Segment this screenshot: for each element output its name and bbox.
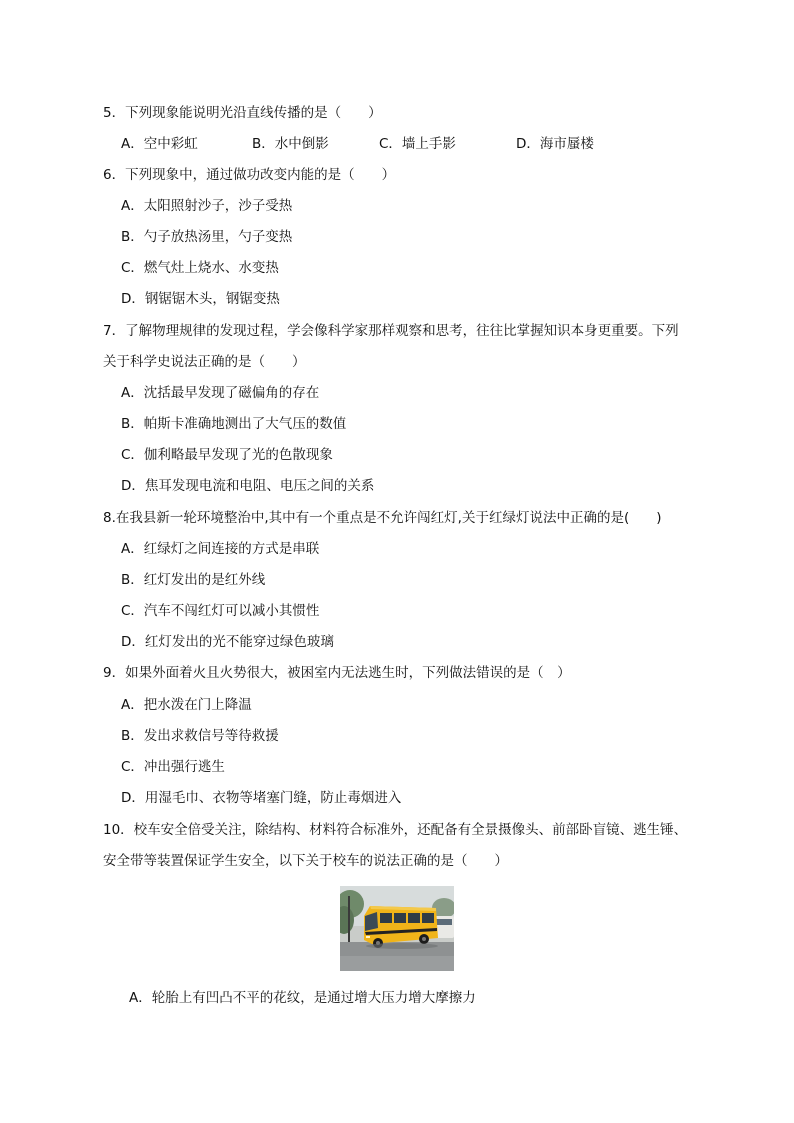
option-a: A．轮胎上有凹凸不平的花纹，是通过增大压力增大摩擦力	[129, 990, 476, 1006]
option-b: B．红灯发出的是红外线	[121, 572, 266, 588]
option-a: A．沈括最早发现了磁偏角的存在	[121, 385, 320, 401]
question-7-stem-line-2: 关于科学史说法正确的是（ ）	[103, 354, 306, 370]
option-c: C．墙上手影	[379, 136, 456, 152]
question-8-stem: 8.在我县新一轮环境整治中,其中有一个重点是不允许闯红灯,关于红绿灯说法中正确的是( )	[103, 510, 662, 526]
option-c: C．冲出强行逃生	[121, 759, 225, 775]
option-d: D．焦耳发现电流和电阻、电压之间的关系	[121, 478, 375, 494]
option-a: A．空中彩虹	[121, 136, 198, 152]
option-d: D．红灯发出的光不能穿过绿色玻璃	[121, 634, 334, 650]
option-a: A．太阳照射沙子，沙子受热	[121, 198, 293, 214]
option-b: B．勺子放热汤里，勺子变热	[121, 229, 293, 245]
option-c: C．汽车不闯红灯可以减小其惯性	[121, 603, 320, 619]
school-bus-photo	[340, 886, 454, 971]
option-a: A．红绿灯之间连接的方式是串联	[121, 541, 320, 557]
option-a: A．把水泼在门上降温	[121, 697, 252, 713]
option-d: D．钢锯锯木头，钢锯变热	[121, 291, 280, 307]
option-b: B．水中倒影	[252, 136, 329, 152]
option-b: B．帕斯卡准确地测出了大气压的数值	[121, 416, 347, 432]
option-c: C．燃气灶上烧水、水变热	[121, 260, 279, 276]
option-d: D．用湿毛巾、衣物等堵塞门缝，防止毒烟进入	[121, 790, 402, 806]
option-b: B．发出求救信号等待救援	[121, 728, 279, 744]
question-6-stem: 6．下列现象中，通过做功改变内能的是（ ）	[103, 167, 396, 183]
option-c: C．伽利略最早发现了光的色散现象	[121, 447, 333, 463]
question-10-stem-line-1: 10．校车安全倍受关注，除结构、材料符合标准外，还配备有全景摄像头、前部卧盲镜、逃生锤、	[103, 822, 688, 838]
question-10-stem-line-2: 安全带等装置保证学生安全，以下关于校车的说法正确的是（ ）	[103, 853, 508, 869]
question-7-stem-line-1: 7．了解物理规律的发现过程，学会像科学家那样观察和思考，往往比掌握知识本身更重要。下列	[103, 323, 679, 339]
option-d: D．海市蜃楼	[516, 136, 594, 152]
question-5-options	[121, 135, 681, 153]
question-5-stem: 5．下列现象能说明光沿直线传播的是（ ）	[103, 105, 382, 121]
question-9-stem: 9．如果外面着火且火势很大，被困室内无法逃生时，下列做法错误的是（ ）	[103, 665, 571, 681]
